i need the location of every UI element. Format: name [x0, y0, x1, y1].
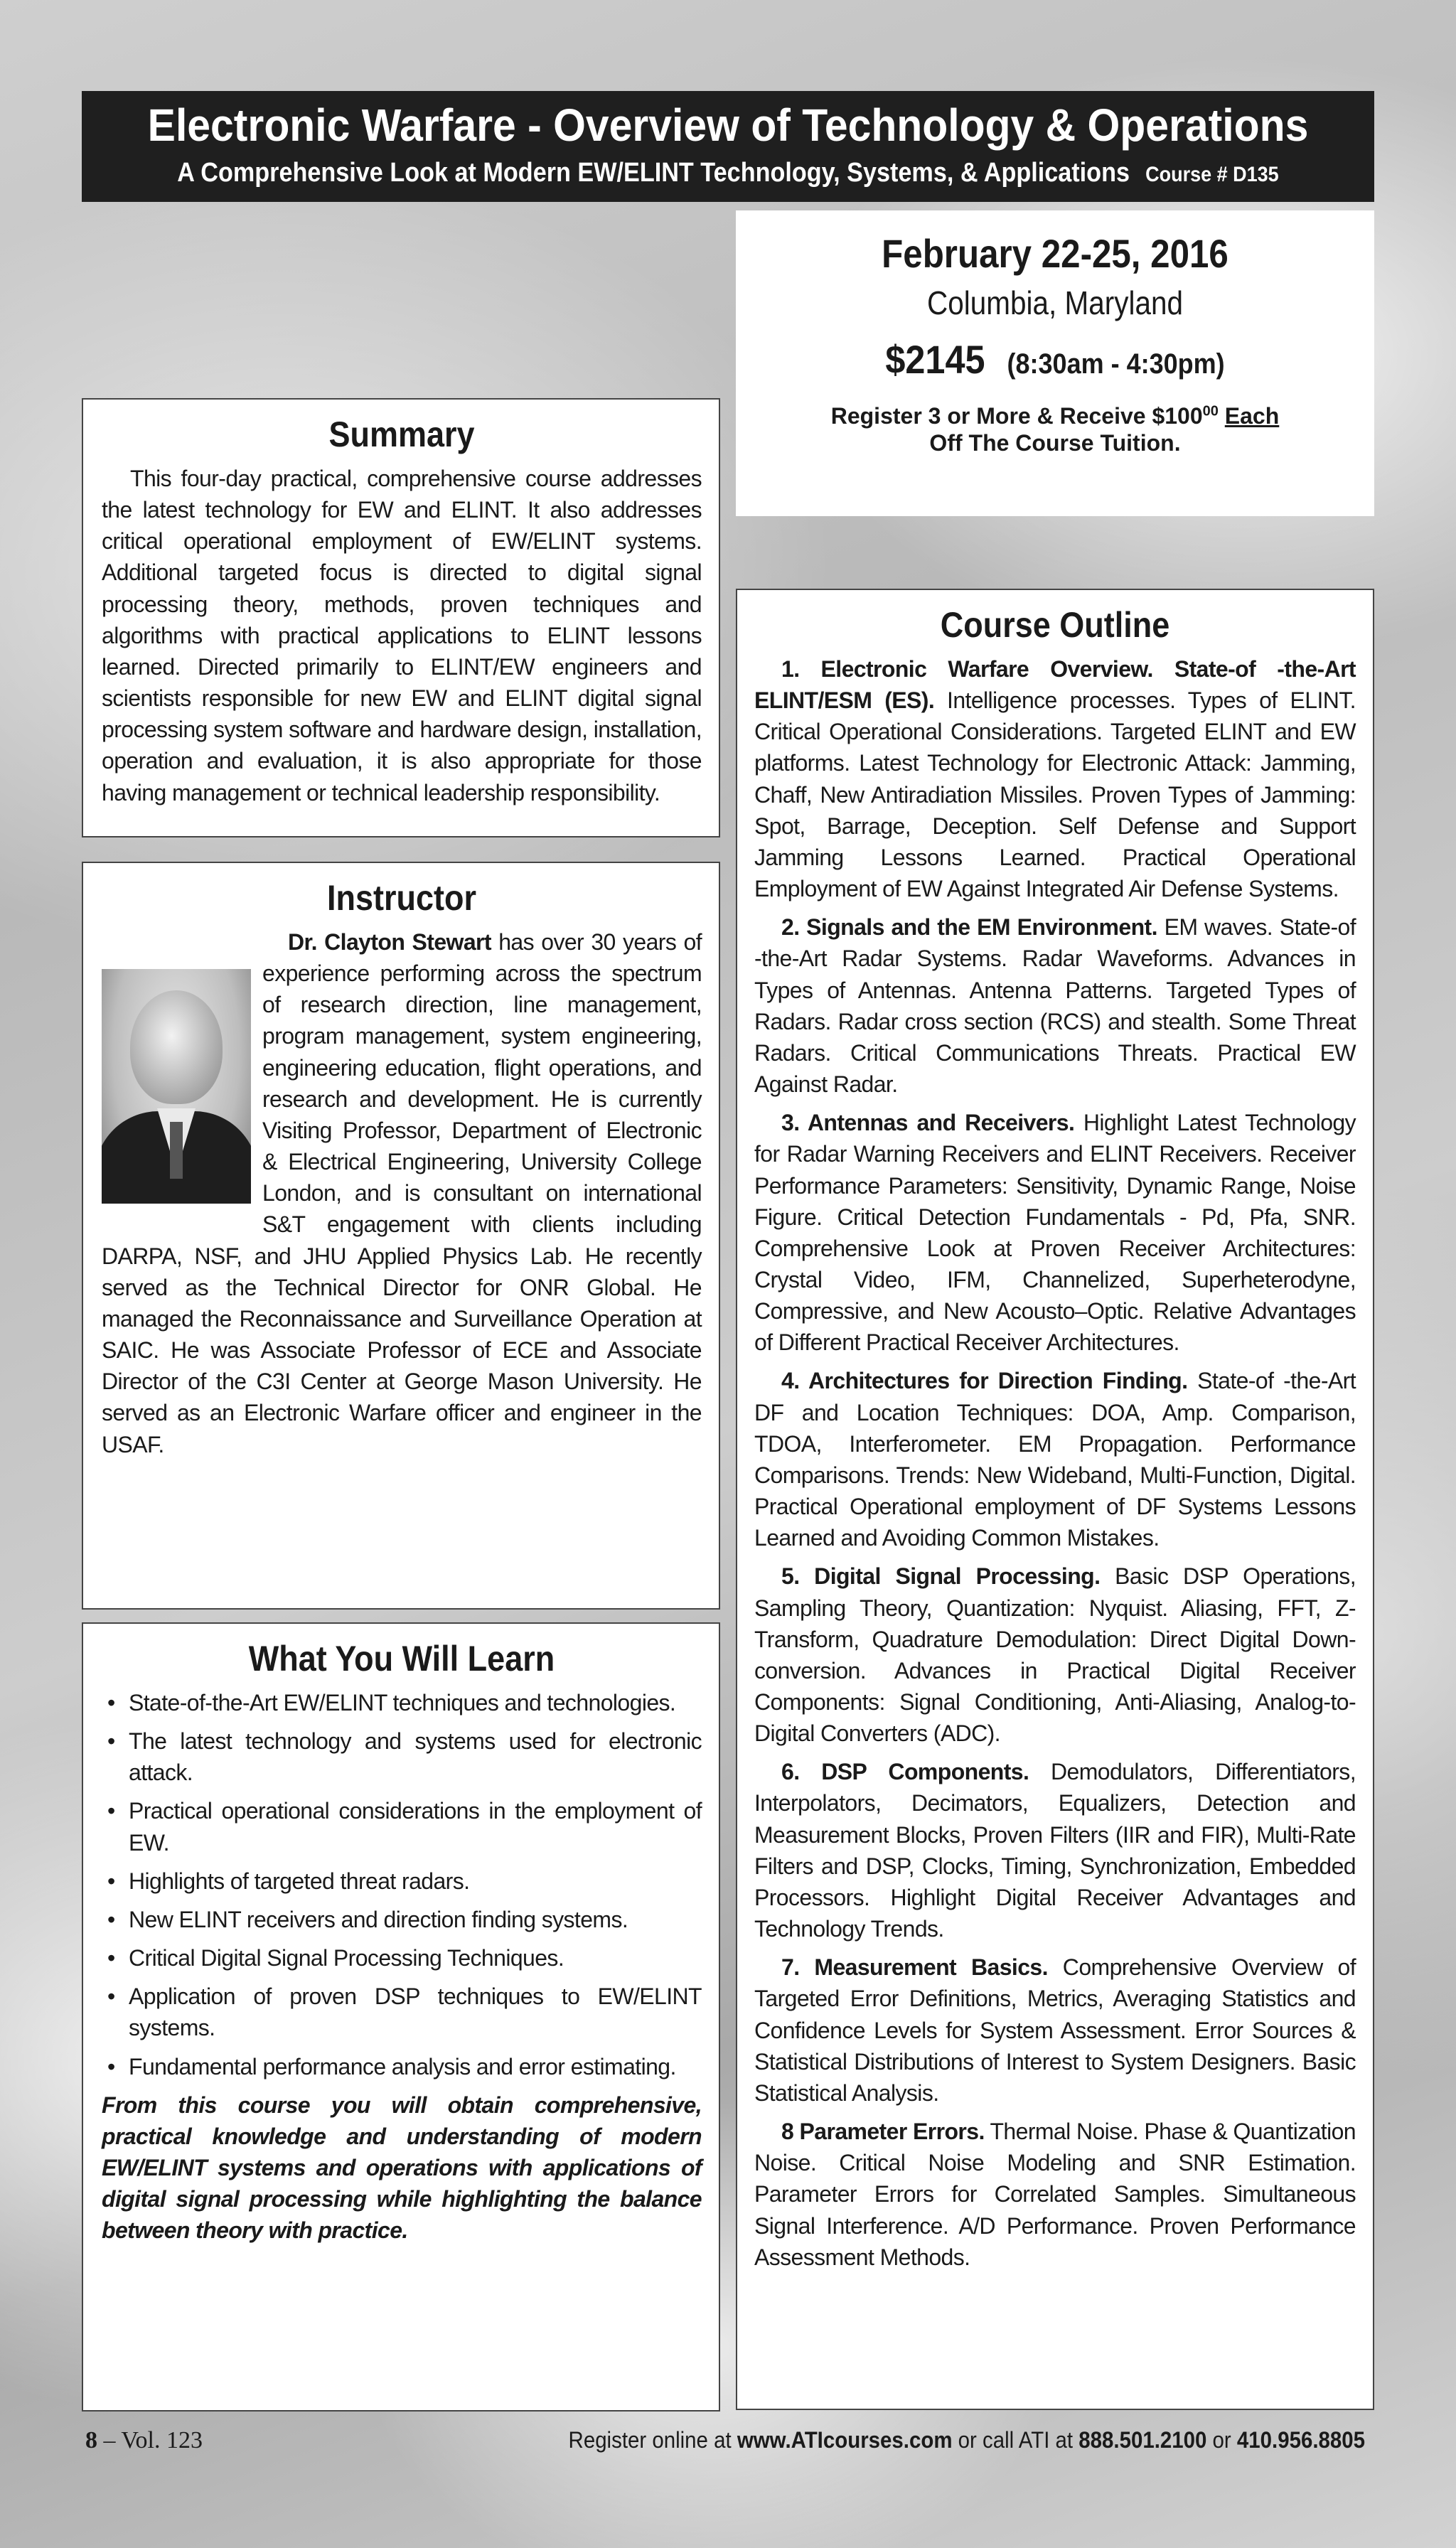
summary-text: This four-day practical, comprehensive course addresses the latest technology for EW and ELINT. It also addresses critical operational employment of EW/ELINT systems. Additional targeted focus is directed to digital signal processing theory, methods, proven techniques and algorithms with practical applications to ELINT lessons learned. Directed primarily to ELINT/EW engineers and scientists responsible for new EW and ELINT digital signal processing system software and hardware design, installation, operation and evaluation, it is also appropriate for those having management or technical leadership responsibility. — [102, 466, 702, 805]
instructor-panel — [82, 862, 720, 1610]
summary-heading: Summary — [328, 414, 475, 454]
call-text: or call ATI at — [952, 2427, 1079, 2453]
outline-item — [754, 911, 1356, 1100]
registration-footer — [528, 2427, 1365, 2453]
outline-heading: Course Outline — [940, 605, 1170, 645]
outline-item-title: 5. Digital Signal Processing. — [781, 1563, 1101, 1590]
learn-closing-statement: From this course you will obtain comprehensive, practical knowledge and understanding of modern EW/ELINT systems and operations with applications of digital signal processing while highlighting the balance between theory with practice. — [102, 2092, 702, 2244]
phone-secondary: 410.956.8805 — [1236, 2427, 1365, 2453]
summary-panel — [82, 398, 720, 837]
learn-panel — [82, 1622, 720, 2412]
outline-content — [754, 653, 1356, 2273]
outline-item-text: Intelligence processes. Types of ELINT. Critical Operational Considerations. Targeted ELINT and EW platforms. Latest Technology for Electronic Attack: Jamming, Chaff, New Antiradiation Missiles. Proven Types of Jamming: Spot, Barrage, Deception. Self Defense and Support Jamming Lessons Learned. Practical Operational Employment of EW Against Integrated Air Defense Systems. — [754, 687, 1356, 902]
course-number: Course # D135 — [1145, 163, 1279, 186]
outline-item — [754, 1365, 1356, 1553]
instructor-bio-block — [102, 926, 702, 1460]
course-header-banner — [82, 91, 1374, 202]
list-item: • State-of-the-Art EW/ELINT techniques and technologies. — [102, 1687, 702, 1718]
outline-item-text: Highlight Latest Technology for Radar Warning Receivers and ELINT Receivers. Receiver Performance Parameters: Sensitivity, Dynamic Range, Noise Figure. Critical Detection Fundamentals - Pd, Pfa, SNR. Comprehensive Look at Proven Receiver Architectures: Crystal Video, IFM, Channelized, Superheterodyne, Compressive, and New Acousto–Optic. Relative Advantages of Different Practical Receiver Architectures. — [754, 1110, 1356, 1356]
register-prefix: Register online at — [568, 2427, 737, 2453]
outline-item — [754, 2116, 1356, 2273]
list-item: • Application of proven DSP techniques to EW/ELINT systems. — [102, 1981, 702, 2043]
outline-item-text: Comprehensive Overview of Targeted Error Definitions, Metrics, Averaging Statistics and Confidence Levels for System Assessment. Error Sources & Statistical Distributions of Interest to System Designers. Basic Statistical Analysis. — [754, 1954, 1356, 2106]
group-discount-promo — [736, 402, 1374, 457]
list-item: • New ELINT receivers and direction finding systems. — [102, 1904, 702, 1935]
page-number: 8 — [85, 2427, 97, 2453]
outline-item-text: State-of -the-Art DF and Location Techniques: DOA, Amp. Comparison, TDOA, Interferometer. EM Propagation. Performance Comparisons. Trends: New Wideband, Multi-Function, Digital. Practical Operational employment of DF Systems Lessons Learned and Avoiding Common Mistakes. — [754, 1368, 1356, 1551]
event-location: Columbia, Maryland — [927, 284, 1183, 321]
course-subtitle — [146, 159, 1310, 186]
outline-item — [754, 1561, 1356, 1749]
course-price: $2145 — [885, 337, 985, 382]
list-item: • Practical operational considerations in the employment of EW. — [102, 1795, 702, 1858]
event-info-box — [736, 210, 1374, 516]
outline-item — [754, 653, 1356, 904]
outline-item — [754, 1107, 1356, 1358]
outline-item-title: 1. Electronic Warfare Overview. State-of -the-Art ELINT/ESM (ES). — [754, 656, 1356, 714]
website-link[interactable]: www.ATIcourses.com — [737, 2427, 953, 2453]
outline-item — [754, 1952, 1356, 2109]
instructor-name: Dr. Clayton Stewart — [288, 929, 491, 955]
phone-primary: 888.501.2100 — [1078, 2427, 1207, 2453]
course-hours: (8:30am - 4:30pm) — [1007, 348, 1225, 380]
outline-item-title: 8 Parameter Errors. — [781, 2119, 985, 2145]
course-title: Electronic Warfare - Overview of Technology & Operations — [147, 100, 1309, 151]
list-item: • The latest technology and systems used for electronic attack. — [102, 1725, 702, 1788]
promo-suffix: Off The Course Tuition. — [929, 430, 1181, 456]
promo-each: Each — [1224, 403, 1280, 429]
outline-item-text: EM waves. State-of -the-Art Radar Systems. Radar Waveforms. Advances in Types of Antennas. Antenna Patterns. Targeted Types of Radars. Radar cross section (RCS) and stealth. Some Threat Radars. Critical Communications Threats. Practical EW Against Radar. — [754, 914, 1356, 1098]
instructor-photo — [102, 969, 251, 1204]
price-row — [768, 336, 1342, 382]
outline-item-text: Basic DSP Operations, Sampling Theory, Quantization: Nyquist. Aliasing, FFT, Z-Transform, Quadrature Demodulation: Direct Digital Down-conversion. Advances in Practical Digital Receiver Components: Signal Conditioning, Anti-Aliasing, Analog-to-Digital Converters (ADC). — [754, 1563, 1356, 1747]
outline-item-text: Thermal Noise. Phase & Quantization Noise. Critical Noise Modeling and SNR Estimation. Parameter Errors for Correlated Samples. Simultaneous Signal Interference. A/D Performance. Proven Performance Assessment Methods. — [754, 2119, 1356, 2270]
outline-item-title: 7. Measurement Basics. — [781, 1954, 1048, 1981]
course-subtitle-text: A Comprehensive Look at Modern EW/ELINT Technology, Systems, & Applications — [177, 158, 1130, 188]
outline-item-title: 4. Architectures for Direction Finding. — [781, 1368, 1188, 1394]
outline-item-title: 6. DSP Components. — [781, 1759, 1029, 1785]
outline-item — [754, 1756, 1356, 1944]
list-item: • Highlights of targeted threat radars. — [102, 1866, 702, 1897]
event-date: February 22-25, 2016 — [882, 231, 1228, 276]
list-item: • Critical Digital Signal Processing Techniques. — [102, 1942, 702, 1974]
outline-item-title: 2. Signals and the EM Environment. — [781, 914, 1157, 941]
learn-heading: What You Will Learn — [248, 1639, 555, 1679]
list-item: • Fundamental performance analysis and error estimating. — [102, 2051, 702, 2082]
learn-content — [102, 1687, 702, 2247]
volume-label: – Vol. 123 — [97, 2427, 203, 2453]
learn-list — [102, 1687, 702, 2082]
course-outline-panel — [736, 589, 1374, 2410]
outline-item-text: Demodulators, Differentiators, Interpolators, Decimators, Equalizers, Detection and Measurement Blocks, Proven Filters (IIR and FIR), Multi-Rate Filters and DSP, Clocks, Timing, Synchronization, Embedded Processors. Highlight Digital Receiver Advantages and Technology Trends. — [754, 1759, 1356, 1942]
page-volume-footer — [85, 2427, 203, 2454]
outline-item-title: 3. Antennas and Receivers. — [781, 1110, 1075, 1136]
instructor-heading: Instructor — [326, 878, 477, 918]
instructor-bio: has over 30 years of experience performing across the spectrum of research direction, line management, program management, system engineering, engineering education, flight operations, and research and development. He is currently Visiting Professor, Department of Electronic & Electrical Engineering, University College London, and is consultant on international S&T engagement with clients including DARPA, NSF, and JHU Applied Physics Lab. He recently served as the Technical Director for ONR Global. He managed the Reconnaissance and Surveillance Operation at SAIC. He was Associate Professor of ECE and Associate Director of the C3I Center at George Mason University. He served as an Electronic Warfare officer and engineer in the USAF. — [102, 929, 702, 1457]
promo-prefix: Register 3 or More & Receive $100 — [830, 403, 1203, 429]
or-text: or — [1206, 2427, 1237, 2453]
promo-cents: 00 — [1202, 403, 1219, 419]
